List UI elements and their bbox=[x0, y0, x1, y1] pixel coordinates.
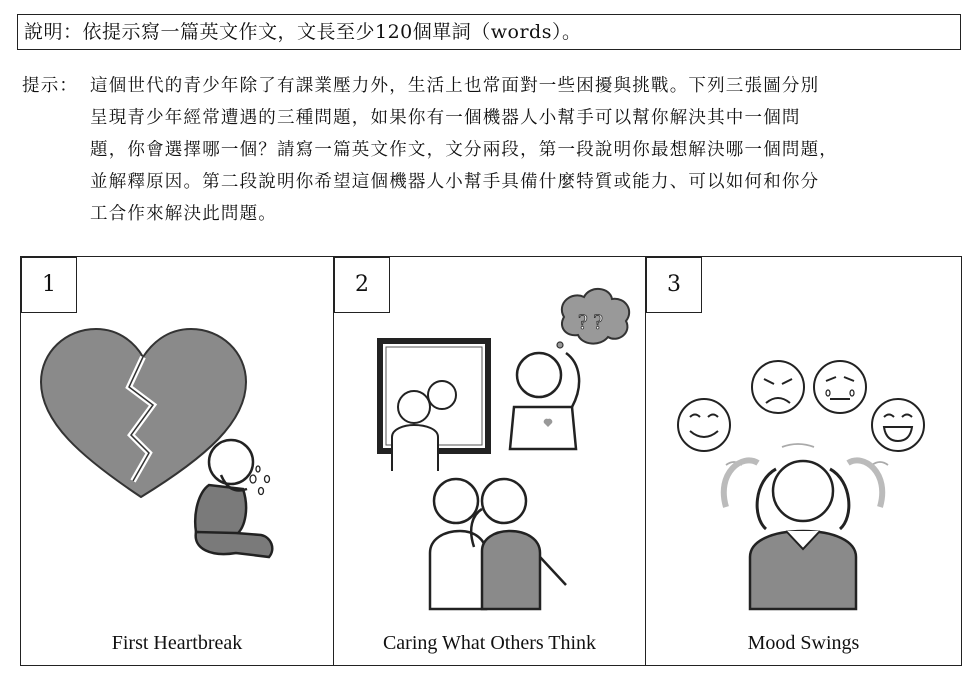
panel-number-box: 1 bbox=[21, 257, 77, 313]
angry-face-icon bbox=[752, 361, 804, 413]
heartbreak-illustration bbox=[21, 257, 333, 627]
prompt-line-1: 這個世代的青少年除了有課業壓力外，生活上也常面對一些困擾與挑戰。下列三張圖分別 bbox=[90, 76, 820, 96]
panel-number-box: 2 bbox=[334, 257, 390, 313]
distressed-person-figure bbox=[724, 460, 882, 609]
question-marks: ? ? bbox=[578, 309, 604, 334]
panel-caption: Caring What Others Think bbox=[382, 632, 597, 654]
picture-panels bbox=[20, 256, 962, 666]
mood-swings-illustration bbox=[646, 257, 962, 627]
prompt-line-3: 題，你會選擇哪一個？請寫一篇英文作文，文分兩段，第一段說明你最想解決哪一個問題， bbox=[90, 140, 838, 160]
instruction-text: 說明：依提示寫一篇英文作文，文長至少120個單詞（words）。 bbox=[24, 21, 582, 43]
panel-caption: Mood Swings bbox=[747, 632, 860, 654]
panel-caring-what-others-think bbox=[333, 257, 645, 665]
prompt-label: 提示： bbox=[22, 76, 79, 96]
laughing-face-icon bbox=[872, 399, 924, 451]
mirror-figure bbox=[380, 341, 488, 471]
panel-number-box: 3 bbox=[646, 257, 702, 313]
prompt-line-4: 並解釋原因。第二段說明你希望這個機器人小幫手具備什麼特質或能力、可以如何和你分 bbox=[90, 172, 820, 192]
panel-first-heartbreak bbox=[21, 257, 333, 665]
panel-mood-swings bbox=[645, 257, 961, 665]
thinking-person-figure bbox=[510, 353, 579, 449]
crying-person-figure bbox=[195, 440, 272, 557]
prompt-line-2: 呈現青少年經常遭遇的三種問題，如果你有一個機器人小幫手可以幫你解決其中一個問 bbox=[90, 108, 801, 128]
panel-caption: First Heartbreak bbox=[111, 632, 243, 654]
smiling-face-icon bbox=[678, 399, 730, 451]
instruction-box bbox=[17, 14, 961, 50]
thought-bubble-icon bbox=[557, 289, 629, 348]
caring-others-illustration bbox=[334, 257, 646, 627]
gossiping-people-figure bbox=[430, 479, 566, 609]
prompt-line-5: 工合作來解決此問題。 bbox=[90, 204, 277, 224]
sad-face-icon bbox=[814, 361, 866, 413]
